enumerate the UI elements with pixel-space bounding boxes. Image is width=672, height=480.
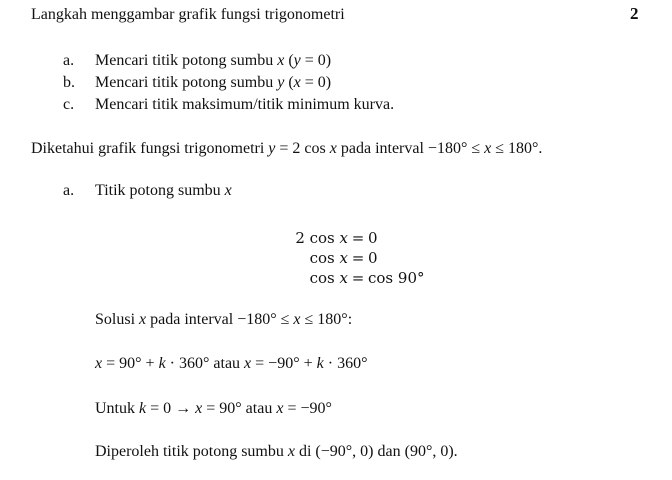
list-item-text: Mencari titik maksimum/titik minimum kurva.	[95, 96, 395, 113]
solution-interval-line: Solusi x pada interval −180° ≤ x ≤ 180°:	[95, 311, 353, 328]
equation-rhs: 0	[368, 249, 378, 267]
section-a-heading-text: Titik potong sumbu x	[95, 182, 232, 199]
equation-rhs: cos 90°	[368, 269, 425, 287]
equals-sign: =	[351, 249, 365, 267]
equation-lhs: 2 cos x	[295, 229, 348, 247]
equals-sign: =	[351, 269, 365, 287]
steps-list	[63, 50, 394, 116]
list-item-c	[63, 94, 394, 116]
list-item-b	[63, 72, 394, 94]
list-item-a	[63, 50, 394, 72]
k-zero-line: Untuk k = 0 → x = 90° atau x = −90°	[95, 400, 332, 417]
equation-block	[248, 228, 424, 288]
given-paragraph: Diketahui grafik fungsi trigonometri y = 2 cos x pada interval −180° ≤ x ≤ 180°.	[31, 140, 543, 157]
list-marker: a.	[63, 182, 75, 199]
equation-lhs: cos x	[309, 269, 348, 287]
list-marker: a.	[63, 52, 75, 69]
page-number: 2	[630, 4, 639, 23]
equation-rhs: 0	[368, 229, 378, 247]
conclusion-line: Diperoleh titik potong sumbu x di (−90°, 0) dan (90°, 0).	[95, 443, 458, 460]
list-item-text: Mencari titik potong sumbu y (x = 0)	[95, 74, 332, 91]
equation-lhs: cos x	[309, 249, 348, 267]
general-solution-line: x = 90° + k · 360° atau x = −90° + k · 360°	[95, 355, 368, 372]
list-item-text: Mencari titik potong sumbu x (y = 0)	[95, 52, 332, 69]
equals-sign: =	[351, 229, 365, 247]
list-marker: b.	[63, 74, 75, 91]
section-a-heading	[63, 181, 232, 201]
list-marker: c.	[63, 96, 75, 113]
page-title: Langkah menggambar grafik fungsi trigonometri	[31, 6, 345, 23]
